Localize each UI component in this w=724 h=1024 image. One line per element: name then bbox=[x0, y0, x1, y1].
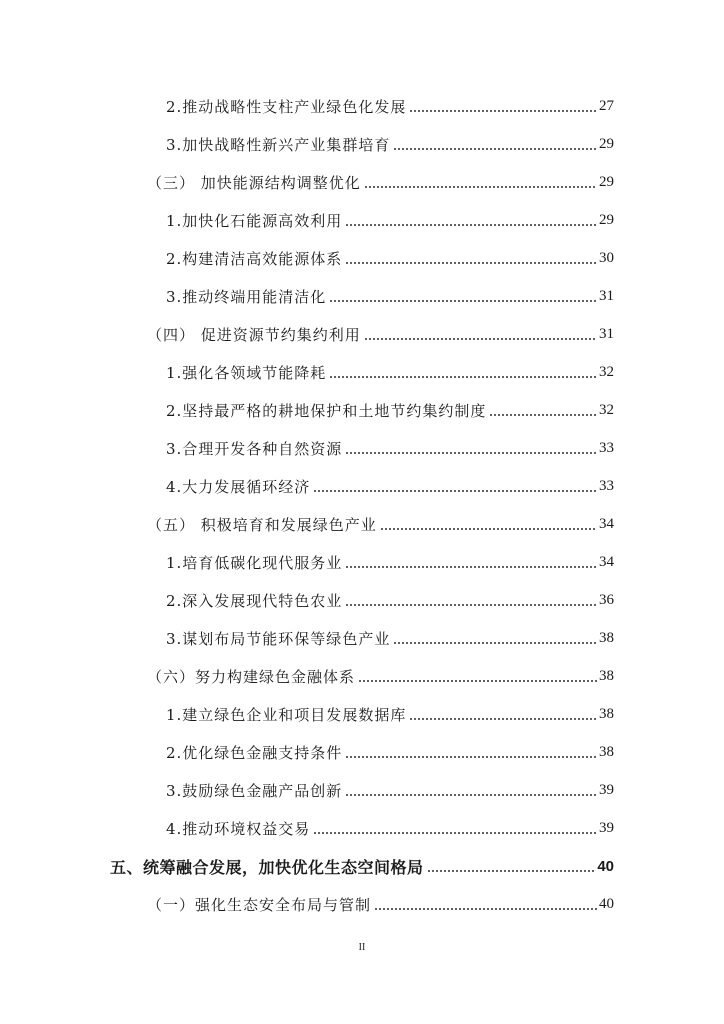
toc-entry-chapter[interactable] bbox=[0, 847, 724, 885]
dot-leader bbox=[345, 756, 597, 758]
toc-entry-title: 2.优化绿色金融支持条件 bbox=[166, 743, 343, 762]
dot-leader bbox=[393, 642, 597, 644]
page-number-footer: II bbox=[358, 942, 366, 953]
toc-entry-page-number: 29 bbox=[599, 135, 614, 152]
dot-leader bbox=[345, 604, 597, 606]
toc-entry-page-number: 29 bbox=[599, 173, 614, 190]
toc-entry[interactable] bbox=[0, 543, 724, 581]
dot-leader bbox=[345, 566, 597, 568]
toc-entry-page-number: 31 bbox=[599, 287, 614, 304]
dot-leader bbox=[393, 148, 597, 150]
toc-entry-title: 五、统筹融合发展，加快优化生态空间格局 bbox=[110, 857, 424, 877]
toc-entry-page-number: 33 bbox=[599, 439, 614, 456]
toc-entry-title: 2.推动战略性支柱产业绿色化发展 bbox=[166, 97, 407, 116]
dot-leader bbox=[489, 414, 597, 416]
dot-leader bbox=[380, 528, 597, 530]
toc-entry-page-number: 39 bbox=[599, 819, 614, 836]
toc-entry[interactable] bbox=[0, 771, 724, 809]
toc-entry[interactable] bbox=[0, 125, 724, 163]
dot-leader bbox=[358, 680, 597, 682]
dot-leader bbox=[364, 186, 597, 188]
toc-entry[interactable] bbox=[0, 87, 724, 125]
toc-entry[interactable] bbox=[0, 201, 724, 239]
toc-entry-page-number: 32 bbox=[599, 401, 614, 418]
toc-entry-page-number: 38 bbox=[599, 743, 614, 760]
table-of-contents bbox=[0, 87, 724, 923]
toc-entry[interactable] bbox=[0, 885, 724, 923]
toc-entry-page-number: 27 bbox=[599, 97, 614, 114]
toc-entry[interactable] bbox=[0, 353, 724, 391]
toc-entry[interactable] bbox=[0, 163, 724, 201]
toc-entry-title: （六）努力构建绿色金融体系 bbox=[147, 667, 356, 686]
toc-entry-title: 2.坚持最严格的耕地保护和土地节约集约制度 bbox=[166, 401, 487, 420]
toc-entry-page-number: 39 bbox=[599, 781, 614, 798]
toc-entry-page-number: 40 bbox=[597, 857, 614, 875]
toc-entry-title: （五） 积极培育和发展绿色产业 bbox=[147, 515, 377, 534]
toc-entry[interactable] bbox=[0, 429, 724, 467]
toc-entry[interactable] bbox=[0, 467, 724, 505]
toc-entry-page-number: 29 bbox=[599, 211, 614, 228]
toc-entry-page-number: 32 bbox=[599, 363, 614, 380]
toc-entry-title: （三） 加快能源结构调整优化 bbox=[147, 173, 361, 192]
toc-entry-page-number: 38 bbox=[599, 629, 614, 646]
dot-leader bbox=[374, 908, 597, 910]
toc-entry-page-number: 34 bbox=[599, 553, 614, 570]
dot-leader bbox=[329, 300, 597, 302]
dot-leader bbox=[409, 718, 597, 720]
toc-entry[interactable] bbox=[0, 315, 724, 353]
toc-entry-title: （四） 促进资源节约集约利用 bbox=[147, 325, 361, 344]
toc-entry-title: 1.建立绿色企业和项目发展数据库 bbox=[166, 705, 407, 724]
toc-entry[interactable] bbox=[0, 695, 724, 733]
toc-entry-title: 3.合理开发各种自然资源 bbox=[166, 439, 343, 458]
toc-entry-page-number: 30 bbox=[599, 249, 614, 266]
toc-entry[interactable] bbox=[0, 581, 724, 619]
toc-entry-page-number: 34 bbox=[599, 515, 614, 532]
toc-entry-title: 1.培育低碳化现代服务业 bbox=[166, 553, 343, 572]
toc-entry-title: 3.推动终端用能清洁化 bbox=[166, 287, 327, 306]
toc-entry-title: 2.构建清洁高效能源体系 bbox=[166, 249, 343, 268]
dot-leader bbox=[313, 490, 597, 492]
toc-entry-page-number: 31 bbox=[599, 325, 614, 342]
toc-entry[interactable] bbox=[0, 239, 724, 277]
dot-leader bbox=[364, 338, 597, 340]
toc-entry[interactable] bbox=[0, 391, 724, 429]
toc-entry-title: 4.大力发展循环经济 bbox=[166, 477, 311, 496]
toc-entry-page-number: 40 bbox=[599, 895, 614, 912]
toc-entry-page-number: 38 bbox=[599, 705, 614, 722]
dot-leader bbox=[345, 262, 597, 264]
dot-leader bbox=[345, 224, 597, 226]
toc-entry[interactable] bbox=[0, 809, 724, 847]
toc-entry-title: 3.谋划布局节能环保等绿色产业 bbox=[166, 629, 391, 648]
toc-entry-title: 1.强化各领域节能降耗 bbox=[166, 363, 327, 382]
dot-leader bbox=[313, 832, 597, 834]
toc-entry-title: 3.鼓励绿色金融产品创新 bbox=[166, 781, 343, 800]
toc-entry-title: （一）强化生态安全布局与管制 bbox=[147, 895, 372, 914]
dot-leader bbox=[345, 452, 597, 454]
toc-entry-page-number: 33 bbox=[599, 477, 614, 494]
dot-leader bbox=[329, 376, 597, 378]
toc-entry-title: 3.加快战略性新兴产业集群培育 bbox=[166, 135, 391, 154]
toc-entry[interactable] bbox=[0, 277, 724, 315]
toc-entry[interactable] bbox=[0, 733, 724, 771]
toc-entry-title: 1.加快化石能源高效利用 bbox=[166, 211, 343, 230]
dot-leader bbox=[427, 870, 596, 872]
toc-entry-title: 4.推动环境权益交易 bbox=[166, 819, 311, 838]
toc-entry-page-number: 36 bbox=[599, 591, 614, 608]
dot-leader bbox=[409, 110, 597, 112]
toc-entry[interactable] bbox=[0, 657, 724, 695]
dot-leader bbox=[345, 794, 597, 796]
toc-entry-page-number: 38 bbox=[599, 667, 614, 684]
toc-entry[interactable] bbox=[0, 619, 724, 657]
toc-entry-title: 2.深入发展现代特色农业 bbox=[166, 591, 343, 610]
toc-entry[interactable] bbox=[0, 505, 724, 543]
